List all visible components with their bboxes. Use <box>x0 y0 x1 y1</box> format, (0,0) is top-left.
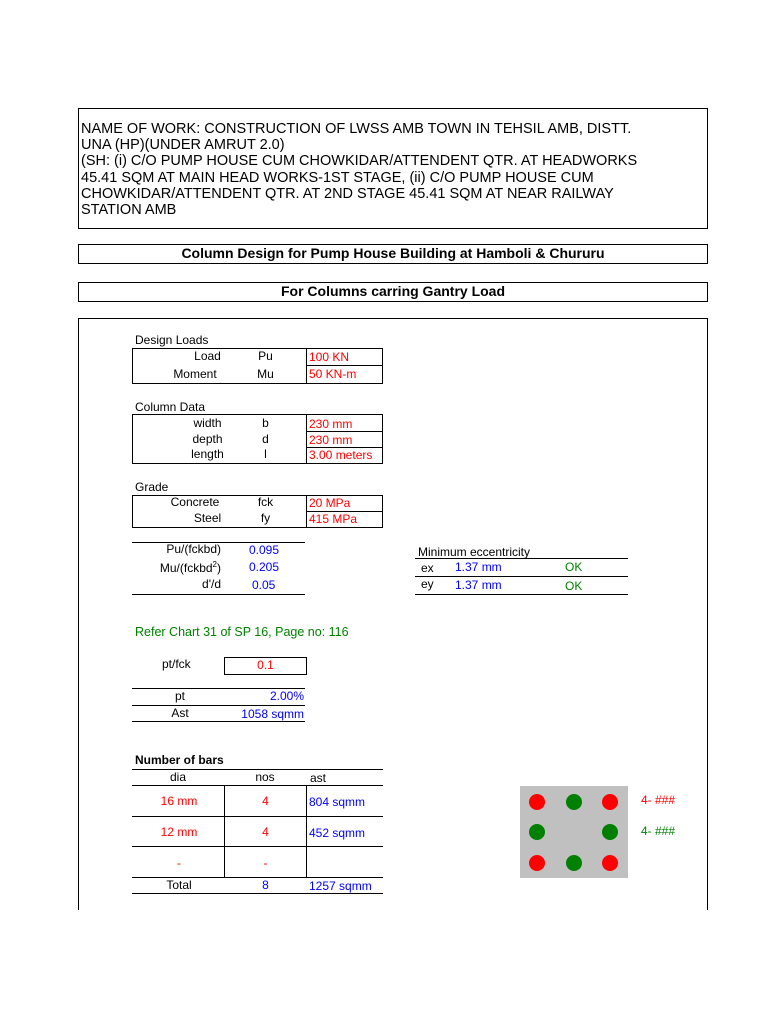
ratio-mu-value: 0.205 <box>249 560 280 574</box>
bar-row-2-ast: 452 sqmm <box>309 826 366 840</box>
table-divider <box>306 431 383 432</box>
table-divider <box>306 365 383 366</box>
moment-symbol: Mu <box>257 367 274 381</box>
work-line: UNA (HP)(UNDER AMRUT 2.0) <box>81 137 285 154</box>
name-of-work-box <box>78 108 708 229</box>
pt-fck-label: pt/fck <box>162 657 191 671</box>
work-line: 45.41 SQM AT MAIN HEAD WORKS-1ST STAGE, (ii) C/O PUMP HOUSE CUM <box>81 169 594 186</box>
pt-fck-value: 0.1 <box>257 658 274 672</box>
moment-label: Moment <box>173 367 217 381</box>
ey-value: 1.37 mm <box>455 578 502 592</box>
concrete-label: Concrete <box>170 495 220 509</box>
load-value: 100 KN <box>309 350 350 364</box>
page-title-box <box>78 244 708 264</box>
design-loads-heading: Design Loads <box>135 333 209 347</box>
ecc-top-line <box>415 558 628 559</box>
ex-value: 1.37 mm <box>455 560 502 574</box>
bars-row-line <box>132 816 383 817</box>
depth-label: depth <box>192 432 223 446</box>
ex-status: OK <box>565 560 583 574</box>
bar-row-3-nos: - <box>263 856 268 870</box>
bar-corner-dot <box>529 794 545 810</box>
ey-label: ey <box>421 577 434 591</box>
bars-col-dia: dia <box>169 770 186 784</box>
bar-row-1-ast: 804 sqmm <box>309 795 366 809</box>
ast-value: 1058 sqmm <box>241 707 304 721</box>
ratio-d-value: 0.05 <box>252 578 276 592</box>
bar-mid-dot <box>602 824 618 840</box>
pt-mid-line <box>132 705 305 706</box>
bars-total-label: Total <box>166 878 192 892</box>
bar-corner-dot <box>602 855 618 871</box>
bar-mid-dot <box>529 824 545 840</box>
bars-col-ast: ast <box>310 771 327 785</box>
bar-row-2-nos: 4 <box>262 825 269 839</box>
work-line: (SH: (i) C/O PUMP HOUSE CUM CHOWKIDAR/ATTENDENT QTR. AT HEADWORKS <box>81 153 638 170</box>
work-line: NAME OF WORK: CONSTRUCTION OF LWSS AMB TOWN IN TEHSIL AMB, DISTT. <box>81 121 632 137</box>
table-divider <box>306 414 307 464</box>
bars-row-line <box>132 846 383 847</box>
work-line: STATION AMB <box>81 202 177 219</box>
page-subtitle: For Columns carring Gantry Load <box>280 283 506 299</box>
diagram-label-green: 4- ### <box>641 824 676 838</box>
content-frame-left <box>78 318 79 910</box>
bars-divider <box>306 785 307 877</box>
steel-label: Steel <box>193 511 222 525</box>
ratio-pu-label: Pu/(fckbd) <box>166 542 221 556</box>
steel-value: 415 MPa <box>309 512 358 526</box>
width-label: width <box>193 416 222 430</box>
bar-mid-dot <box>566 855 582 871</box>
subtitle-box <box>78 282 708 302</box>
pt-bottom-line <box>132 721 305 722</box>
width-value: 230 mm <box>309 417 353 431</box>
bars-bottom-line <box>132 893 383 894</box>
bars-heading: Number of bars <box>135 753 224 767</box>
concrete-value: 20 MPa <box>309 496 351 510</box>
column-data-heading: Column Data <box>135 400 206 414</box>
length-label: length <box>191 447 224 461</box>
depth-value: 230 mm <box>309 433 353 447</box>
bars-total-nos: 8 <box>262 878 269 892</box>
ratios-bottom-line <box>132 594 305 595</box>
page-title: Column Design for Pump House Building at Hamboli & Chururu <box>181 245 605 261</box>
bar-row-1-nos: 4 <box>262 794 269 808</box>
load-symbol: Pu <box>258 349 273 363</box>
bar-row-2-dia: 12 mm <box>160 825 198 839</box>
width-symbol: b <box>262 416 269 430</box>
content-frame-right <box>707 318 708 910</box>
eccentricity-heading: Minimum eccentricity <box>418 545 531 559</box>
length-value: 3.00 meters <box>309 448 373 462</box>
grade-heading: Grade <box>135 480 169 494</box>
ratio-mu-label: Mu/(fckbd$^2$) <box>159 560 221 575</box>
name-of-work-text <box>81 121 637 218</box>
bars-header-bottom <box>132 785 383 786</box>
concrete-symbol: fck <box>257 495 274 509</box>
bars-col-nos: nos <box>255 770 275 784</box>
ratio-pu-value: 0.095 <box>249 543 280 557</box>
moment-value: 50 KN-m <box>309 367 357 381</box>
ecc-mid-line <box>415 576 628 577</box>
bar-corner-dot <box>602 794 618 810</box>
bars-total-ast: 1257 sqmm <box>309 879 372 893</box>
table-divider <box>306 348 307 384</box>
length-symbol: l <box>264 447 267 461</box>
bar-row-1-dia: 16 mm <box>160 794 198 808</box>
chart-reference: Refer Chart 31 of SP 16, Page no: 116 <box>135 625 349 639</box>
bar-corner-dot <box>529 855 545 871</box>
ey-status: OK <box>565 579 583 593</box>
content-frame-top <box>78 318 708 319</box>
diagram-label-red: 4- ### <box>641 793 676 807</box>
depth-symbol: d <box>262 432 269 446</box>
bar-mid-dot <box>566 794 582 810</box>
work-line: CHOWKIDAR/ATTENDENT QTR. AT 2ND STAGE 45.41 SQM AT NEAR RAILWAY <box>81 185 614 202</box>
ratio-d-label: d'/d <box>202 577 221 591</box>
pt-label: pt <box>174 689 185 703</box>
column-section-diagram <box>520 786 628 878</box>
ast-label: Ast <box>171 706 189 720</box>
steel-symbol: fy <box>260 511 271 525</box>
ecc-bottom-line <box>415 594 628 595</box>
pt-value: 2.00% <box>269 689 304 703</box>
ex-label: ex <box>421 561 434 575</box>
bar-row-3-dia: - <box>177 856 181 870</box>
load-label: Load <box>194 349 221 363</box>
